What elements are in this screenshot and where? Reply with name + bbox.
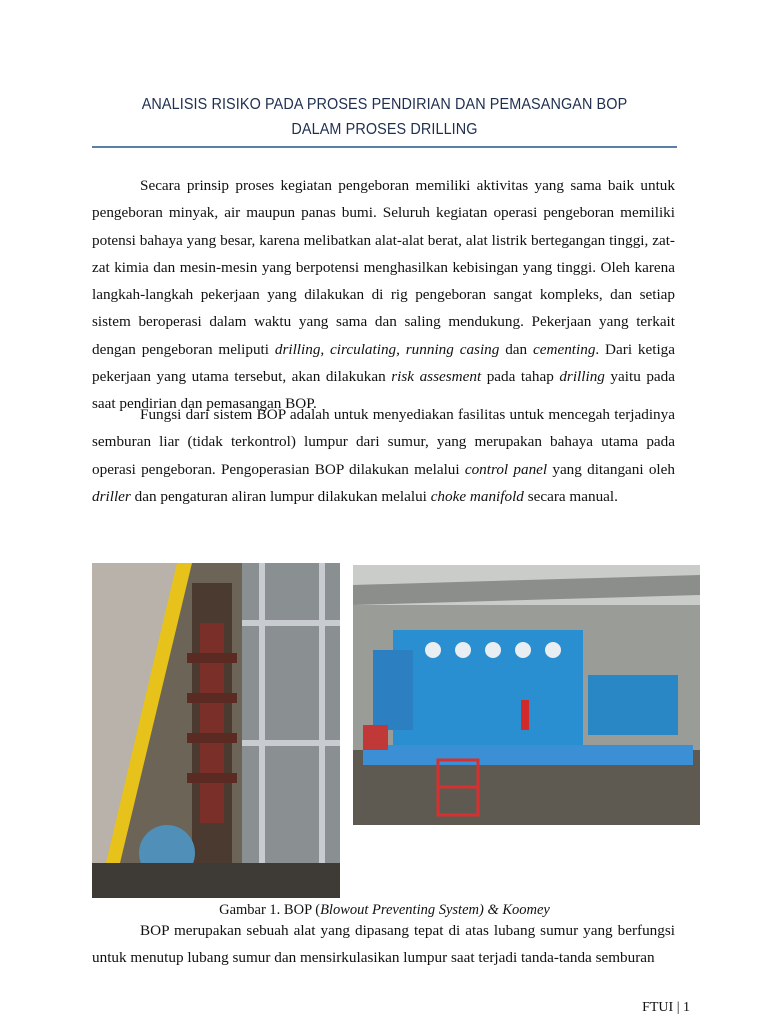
paragraph-2 — [92, 401, 675, 510]
title-line-1: ANALISIS RISIKO PADA PROSES PENDIRIAN DAN PEMASANGAN BOP — [141, 96, 628, 113]
caption-text: Gambar 1. BOP ( — [219, 902, 321, 918]
title-divider — [92, 146, 677, 148]
italic-term: risk assesment — [391, 368, 482, 386]
text: secara manual. — [523, 487, 618, 505]
caption-italic: Blowout Preventing System) & Koomey — [320, 902, 550, 918]
italic-term: cementing — [533, 340, 596, 358]
text: yaitu pada saat pendirian dan pemasangan BOP. — [92, 368, 676, 413]
bop-photo — [92, 563, 340, 898]
italic-term: drilling — [559, 368, 605, 386]
koomey-photo — [353, 565, 700, 825]
text: . Dari ketiga pekerjaan yang utama tersebut, akan dilakukan — [92, 340, 675, 386]
paragraph-1 — [92, 172, 675, 418]
italic-term: driller — [92, 487, 131, 505]
page-footer: FTUI | 1 — [642, 1000, 690, 1015]
italic-term: control panel — [464, 460, 548, 478]
title-line-2: DALAM PROSES DRILLING — [291, 121, 478, 138]
document-title — [112, 92, 656, 142]
text: dan pengaturan aliran lumpur dilakukan melalui — [130, 487, 431, 505]
paragraph-3: BOP merupakan sebuah alat yang dipasang tepat di atas lubang sumur yang berfungsi untuk menutup lubang sumur dan mensirkulasikan lumpur saat terjadi tanda-tanda semburan — [92, 922, 675, 967]
italic-term: choke manifold — [430, 487, 524, 505]
text: Fungsi dari sistem BOP adalah untuk menyediakan fasilitas untuk mencegah terjadinya semburan liar (tidak terkontrol) lumpur dari sumur, yang merupakan bahaya utama pada operasi pengeboran. Pengoperasian BOP dilakukan melalui — [92, 406, 675, 478]
italic-term: drilling, circulating, running casing — [274, 340, 500, 358]
text: pada tahap — [481, 368, 560, 386]
text: yang ditangani oleh — [547, 460, 675, 478]
text: dan — [499, 340, 533, 358]
text: Secara prinsip proses kegiatan pengeboran memiliki aktivitas yang sama baik untuk pengeboran minyak, air maupun panas bumi. Seluruh kegiatan operasi pengeboran memiliki potensi bahaya yang besar, karena melibatkan alat-alat berat, alat listrik bertegangan tinggi, zat-zat kimia dan mesin-mesin yang berpotensi menghasilkan kebisingan yang tinggi. Oleh karena langkah-langkah pekerjaan yang dilakukan di rig pengeboran sangat kompleks, dan setiap sistem beroperasi dalam waktu yang sama dan saling mendukung. Pekerjaan yang terkait dengan pengeboran meliputi — [92, 177, 675, 358]
